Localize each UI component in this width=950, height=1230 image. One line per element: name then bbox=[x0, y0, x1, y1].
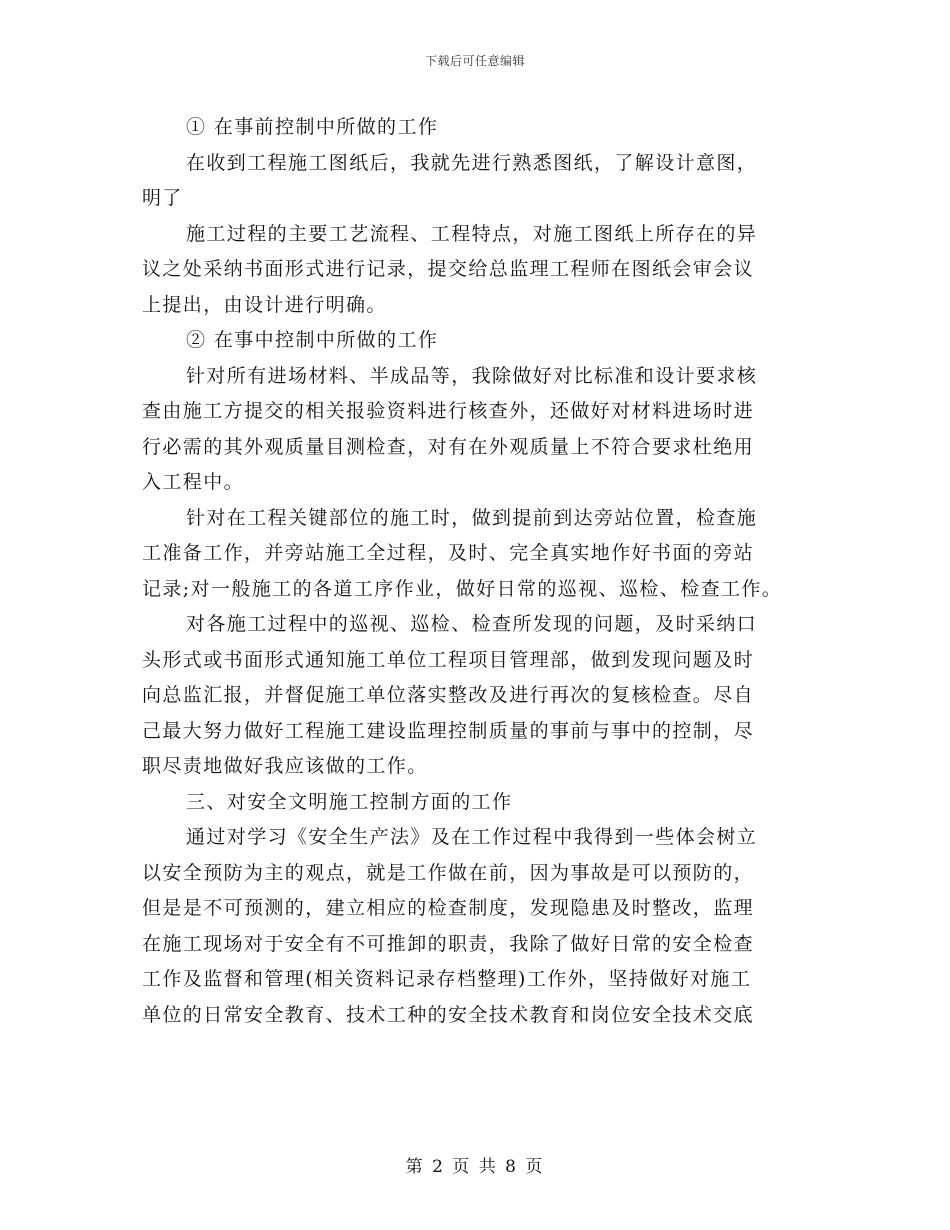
text-line: 上提出，由设计进行明确。 bbox=[142, 293, 387, 316]
text-line: 单位的日常安全教育、技术工种的安全技术教育和岗位安全技术交底 bbox=[142, 1003, 755, 1026]
text-line: 但是是不可预测的，建立相应的检查制度，发现隐患及时整改，监理 bbox=[142, 897, 755, 919]
page-footer: 第 2 页 共 8 页 bbox=[405, 1157, 545, 1177]
text-line: ② 在事中控制中所做的工作 bbox=[186, 329, 439, 351]
text-line: 三、对安全文明施工控制方面的工作 bbox=[186, 790, 513, 813]
text-line: 以安全预防为主的观点，就是工作做在前，因为事故是可以预防的， bbox=[142, 861, 755, 884]
text-line: 议之处采纳书面形式进行记录，提交给总监理工程师在图纸会审会议 bbox=[142, 258, 755, 280]
text-line: 入工程中。 bbox=[142, 471, 245, 493]
text-line: 明了 bbox=[142, 187, 183, 209]
text-line: 工准备工作，并旁站施工全过程，及时、完全真实地作好书面的旁站 bbox=[142, 542, 755, 564]
text-line: 针对在工程关键部位的施工时，做到提前到达旁站位置，检查施 bbox=[186, 506, 758, 529]
text-line: 在施工现场对于安全有不可推卸的职责，我除了做好日常的安全检查 bbox=[142, 932, 755, 955]
text-line: 在收到工程施工图纸后，我就先进行熟悉图纸，了解设计意图， bbox=[186, 151, 758, 174]
document-body bbox=[142, 110, 802, 1033]
text-line: 行必需的其外观质量目测检查，对有在外观质量上不符合要求杜绝用 bbox=[142, 435, 755, 458]
text-line: 向总监汇报，并督促施工单位落实整改及进行再次的复核检查。尽自 bbox=[142, 684, 755, 706]
text-line: 职尽责地做好我应该做的工作。 bbox=[142, 755, 428, 777]
text-line: ① 在事前控制中所做的工作 bbox=[186, 116, 439, 138]
text-line: 对各施工过程中的巡视、巡检、检查所发现的问题，及时采纳口 bbox=[186, 613, 758, 635]
page-header: 下载后可任意编辑 bbox=[424, 54, 525, 68]
text-line: 查由施工方提交的相关报验资料进行核查外，还做好对材料进场时进 bbox=[142, 400, 755, 422]
text-line: 工作及监督和管理(相关资料记录存档整理)工作外，坚持做好对施工 bbox=[142, 968, 752, 990]
text-line: 施工过程的主要工艺流程、工程特点，对施工图纸上所存在的异 bbox=[186, 222, 758, 245]
text-line: 头形式或书面形式通知施工单位工程项目管理部，做到发现问题及时 bbox=[142, 648, 755, 671]
text-line: 记录;对一般施工的各道工序作业，做好日常的巡视、巡检、检查工作。 bbox=[142, 577, 783, 600]
text-line: 己最大努力做好工程施工建设监理控制质量的事前与事中的控制，尽 bbox=[142, 719, 755, 742]
text-line: 通过对学习《安全生产法》及在工作过程中我得到一些体会树立 bbox=[186, 826, 758, 848]
text-line: 针对所有进场材料、半成品等，我除做好对比标准和设计要求核 bbox=[186, 364, 758, 387]
